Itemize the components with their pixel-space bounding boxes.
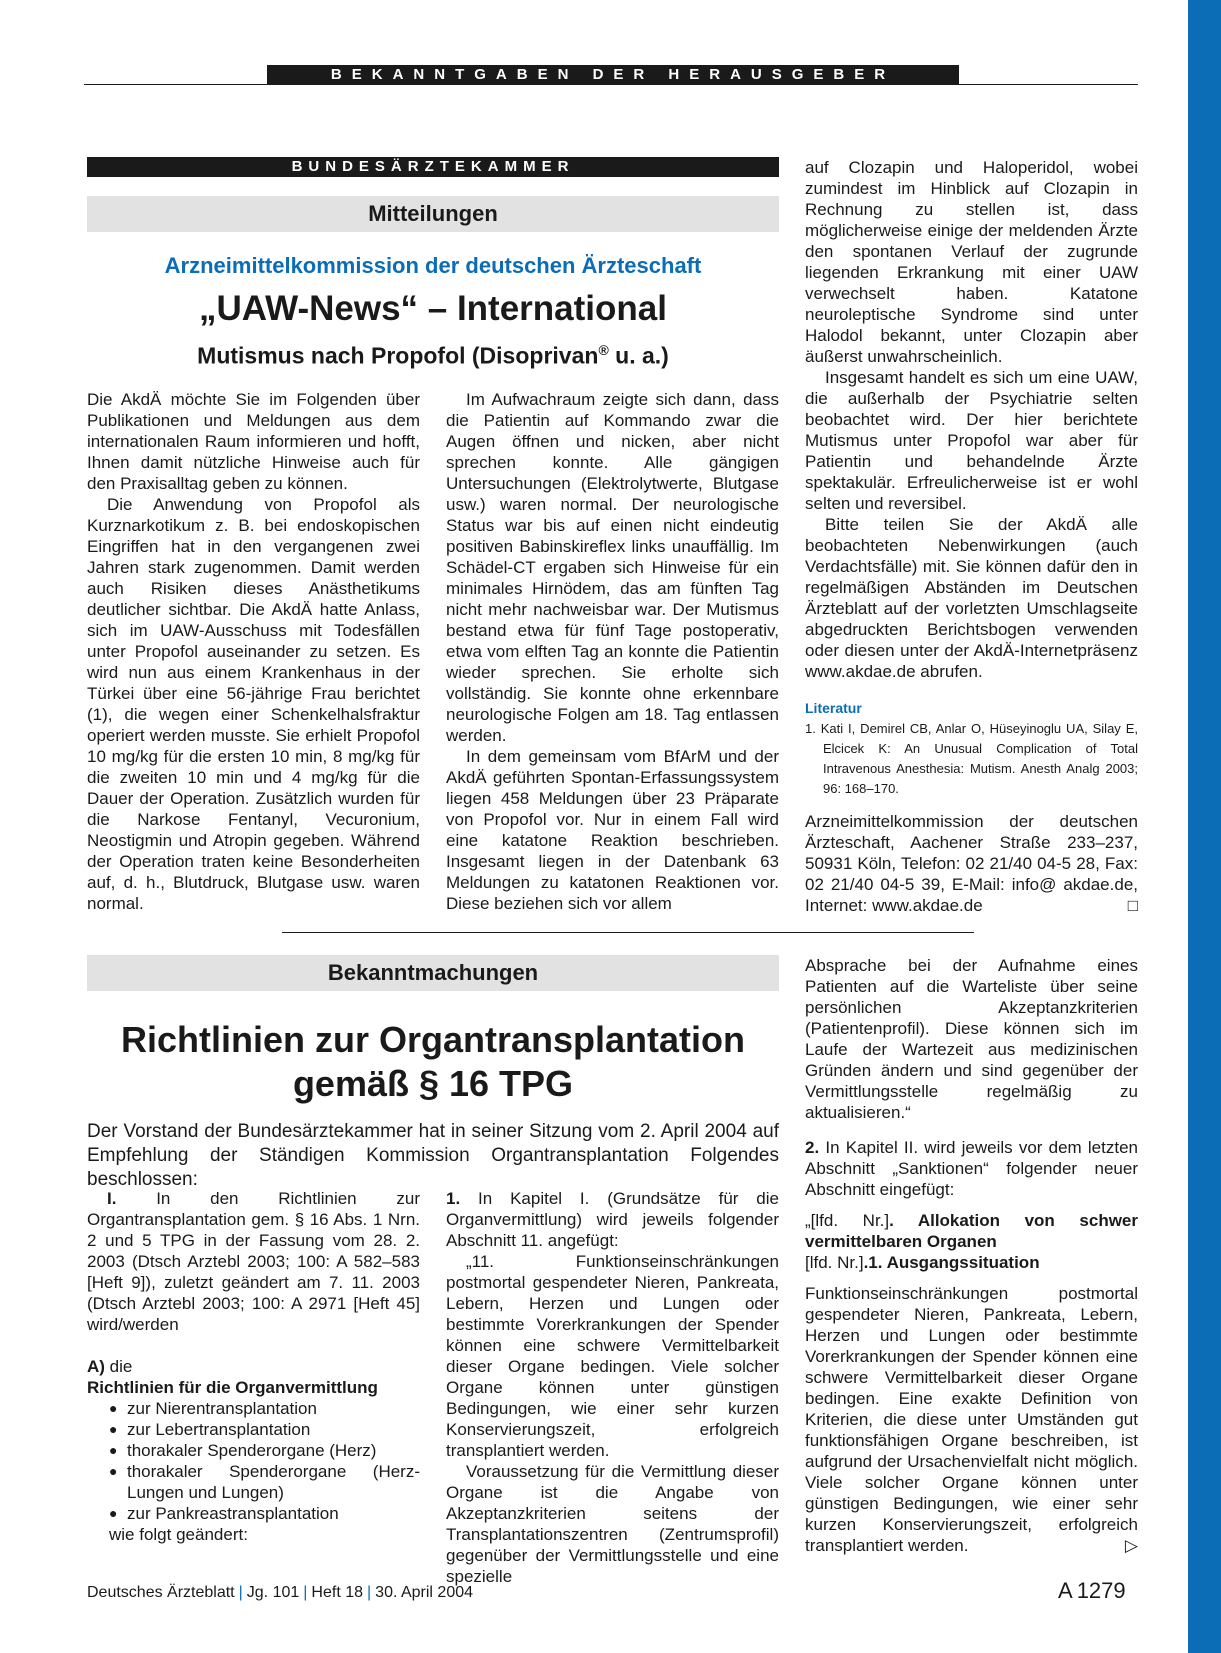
- paragraph: Funktionseinschränkungen postmortal gespendeter Nieren, Pankreata, Lebern, Herzen und Lungen oder bestimmte Vorerkrankungen der Spender können eine schwere Vermittelbarkeit dieser Organe bedingen. Eine exakte Definition von Kriterien, die diese unter Umständen gut funktionsfähigen Organe beschreiben, ist aufgrund der Ursachenvielfalt nicht möglich. Viele solcher Organe können unter günstigen Bedingungen, wie einer sehr kurzen Konservierungszeit, erfolgreich transplantiert werden.: [805, 1284, 1138, 1555]
- paragraph: auf Clozapin und Haloperidol, wobei zumindest im Hinblick auf Clozapin in Rechnung zu stellen ist, dass möglicherweise einige der meldenden Ärzte den spontanen Verlauf der zugrunde liegenden Erkrankung mit einer UAW verwechselt haben. Katatone neuroleptische Syndrome sind unter Halodol bekannt, unter Clozapin aber äußerst unwahrscheinlich.: [805, 158, 1138, 366]
- reference-item: 1. Kati I, Demirel CB, Anlar O, Hüseyinoglu UA, Silay E, Elcicek K: An Unusual Complication of Total Intravenous Anesthesia: Mutism. Anesth Analg 2003; 96: 168–170.: [805, 721, 1138, 796]
- subsection-marker: A): [87, 1357, 105, 1376]
- paragraph: Insgesamt handelt es sich um eine UAW, die außerhalb der Psychiatrie selten beobachtet wird. Der hier berichtete Mutismus unter Propofol war aber für Patientin und behandelnde Ärzte spektakulär. Erfreulicherweise ist er wohl selten und reversibel.: [805, 368, 1138, 513]
- paragraph: Die Anwendung von Propofol als Kurznarkotikum z. B. bei endoskopischen Eingriffen hat in den vergangenen zwei Jahren stark zugenommen. Damit werden auch Risiken dieses Anästhetikums deutlicher sichtbar. Die AkdÄ hatte Anlass, sich im UAW-Ausschuss mit Todesfällen unter Propofol auseinander zu setzen. Es wird nun aus einem Krankenhaus in der Türkei über eine 56-jährige Frau berichtet (1), die wegen einer Schenkelhalsfraktur operiert werden musste. Sie erhielt Propofol 10 mg/kg für die ersten 10 min, 8 mg/kg für die zweiten 10 min und 4 mg/kg für die Dauer der Operation. Zusätzlich wurden für die Narkose Fentanyl, Vecuronium, Neostigmin und Atropin gegeben. Während der Operation traten keine Besonderheiten auf, d. h., Blutdruck, Blutgase usw. waren normal.: [87, 495, 420, 913]
- contact-text: Arzneimittelkommission der deutschen Ärzteschaft, Aachener Straße 233–237, 50931 Köln, Telefon: 02 21/40 04-5 28, Fax: 02 21/40 04-5 39, E-Mail: info@ akdae.de, Internet: www.akdae.de: [805, 812, 1138, 915]
- list-item: ● thorakaler Spenderorgane (Herz): [87, 1440, 420, 1461]
- section-number: 2.: [805, 1138, 820, 1157]
- date: 30. April 2004: [375, 1584, 474, 1601]
- paragraph: Bitte teilen Sie der AkdÄ alle beobachteten Nebenwirkungen (auch Verdachtsfälle) mit. Sie können dafür den in regelmäßigen Abständen im Deutschen Ärzteblatt auf der vorletzten Umschlagseite abgedruckten Berichtsbogen verwenden oder diesen unter der AkdÄ-Internetpräsenz www.akdae.de abrufen.: [805, 515, 1138, 681]
- paragraph: In Kapitel I. (Grundsätze für die Organvermittlung) wird jeweils folgender Abschnitt 11. angefügt:: [446, 1189, 779, 1250]
- paragraph: Im Aufwachraum zeigte sich dann, dass die Patientin auf Kommando zwar die Augen öffnen und nicken, aber nicht sprechen konnte. Alle gängigen Untersuchungen (Elektrolytwerte, Blutgase usw.) waren normal. Der neurologische Status war bis auf einen nicht eindeutig positiven Babinskireflex links unauffällig. Im Schädel-CT ergaben sich Hinweise für ein minimales Hirnödem, das am fünften Tag nicht mehr nachweisbar war. Der Mutismus bestand etwa für fünf Tage postoperativ, etwa vom elften Tag an konnte die Patientin wieder sprechen. Sie erholte sich vollständig. Sie konnte ohne erkennbare neurologische Folgen am 18. Tag entlassen werden.: [446, 390, 779, 745]
- article-column-2b: [446, 1188, 779, 1587]
- footer: Deutsches Ärzteblatt | Jg. 101 | Heft 18 | 30. April 2004: [87, 1584, 474, 1601]
- paragraph: Absprache bei der Aufnahme eines Patienten auf die Warteliste über seine persönlichen Akzeptanzkriterien (Patientenprofil). Diese können sich im Laufe der Wartezeit aus medizinischen Gründen ändern und sind gegenüber der Vermittlungsstelle regelmäßig zu aktualisieren.“: [805, 956, 1138, 1122]
- paragraph: Voraussetzung für die Vermittlung dieser Organe ist die Angabe von Akzeptanzkriterien seitens der Transplantationszentren (Zentrumsprofil) gegenüber der Vermittlungsstelle und eine spezielle: [446, 1462, 779, 1586]
- references-heading: Literatur: [805, 700, 862, 716]
- issue: Heft 18: [311, 1584, 364, 1601]
- list-item: ● zur Nierentransplantation: [87, 1398, 420, 1419]
- article-column-1: [87, 389, 420, 914]
- section-heading-2: Bekanntmachungen: [87, 955, 779, 991]
- page-number: [1058, 1578, 1130, 1604]
- guideline-title: Richtlinien für die Organvermittlung: [87, 1378, 378, 1397]
- header-rule: [84, 84, 1138, 85]
- volume: Jg. 101: [246, 1584, 300, 1601]
- subtitle-main: Mutismus nach Propofol (Disoprivan: [197, 342, 599, 369]
- paragraph: Die AkdÄ möchte Sie im Folgenden über Publikationen und Meldungen aus dem internationalen Raum informieren und hofft, Ihnen damit nützliche Hinweise auch für den Praxisalltag geben zu können.: [87, 390, 420, 493]
- article-column-3: [805, 157, 1138, 916]
- continue-arrow-icon: ▷: [1124, 1536, 1138, 1555]
- list-item: ● zur Pankreastransplantation: [87, 1503, 420, 1524]
- subtitle-end: u. a.): [608, 342, 669, 369]
- page-edge-bar: [1188, 0, 1221, 1653]
- paragraph: In dem gemeinsam vom BfArM und der AkdÄ geführten Spontan-Erfassungssystem liegen 458 Meldungen über 23 Präparate von Propofol vor. Nur in einem Fall wird eine katatone Reaktion beschrieben. Insgesamt liegen in der Datenbank 63 Meldungen zu katatonen Reaktionen vor. Diese beziehen sich vor allem: [446, 747, 779, 913]
- section-divider: [282, 932, 974, 933]
- list-item: ● thorakaler Spenderorgane (Herz-Lungen und Lungen): [87, 1461, 420, 1503]
- contact-block: [805, 811, 1138, 916]
- paragraph: In Kapitel II. wird jeweils vor dem letzten Abschnitt „Sanktionen“ folgender neuer Abschnitt eingefügt:: [805, 1138, 1138, 1199]
- journal-name: Deutsches Ärzteblatt: [87, 1584, 235, 1601]
- organ-list: [87, 1398, 420, 1524]
- page-prefix: A: [1058, 1578, 1073, 1603]
- section-label: BUNDESÄRZTEKAMMER: [87, 157, 779, 177]
- registered-mark: ®: [598, 342, 609, 358]
- paragraph: wie folgt geändert:: [109, 1525, 248, 1544]
- end-mark: □: [1127, 896, 1138, 915]
- article-column-1b: [87, 1188, 420, 1545]
- article-intro: Der Vorstand der Bundesärztekammer hat in seiner Sitzung vom 2. April 2004 auf Empfehlung der Ständigen Kommission Organtransplantation Folgendes beschlossen:: [87, 1121, 779, 1190]
- clause-title: .1. Ausgangssituation: [863, 1253, 1040, 1272]
- section-banner: BEKANNTGABEN DER HERAUSGEBER: [267, 65, 959, 85]
- subsection-text: die: [104, 1357, 133, 1376]
- clause-number: [lfd. Nr.]: [805, 1253, 864, 1272]
- article-title-2: [87, 1018, 779, 1106]
- title-line-2: gemäß § 16 TPG: [292, 1063, 574, 1104]
- paragraph: „11. Funktionseinschränkungen postmortal gespendeter Nieren, Pankreata, Lebern, Herzen und Lungen oder bestimmte Vorerkrankungen der Spender können eine schwere Vermittelbarkeit dieser Organe bedingen. Viele solcher Organe können unter günstigen Bedingungen, wie einer sehr kurzen Konservierungszeit, erfolgreich transplantiert werden.: [446, 1252, 779, 1460]
- title-line-1: Richtlinien zur Organtransplantation: [120, 1019, 746, 1060]
- article-subtitle: [87, 342, 779, 370]
- section-number: 1.: [446, 1189, 461, 1208]
- list-item: ● zur Lebertransplantation: [87, 1419, 420, 1440]
- clause-number: „[lfd. Nr.]: [805, 1211, 890, 1230]
- page-value: 1279: [1076, 1578, 1126, 1603]
- clause-title: . Allokation von schwer vermittelbaren Organen: [805, 1211, 1139, 1251]
- organisation-heading: Arzneimittelkommission der deutschen Ärzteschaft: [164, 253, 702, 278]
- section-heading: Mitteilungen: [87, 196, 779, 232]
- article-title: „UAW-News“ – International: [199, 289, 667, 328]
- article-column-2: [446, 389, 779, 914]
- article-column-3b: [805, 955, 1138, 1556]
- paragraph: In den Richtlinien zur Organtransplantation gem. § 16 Abs. 1 Nrn. 2 und 5 TPG in der Fassung vom 28. 2. 2003 (Dtsch Arztebl 2003; 100: A 582–583 [Heft 9]), zuletzt geändert am 7. 11. 2003 (Dtsch Arztebl 2003; 100: A 2971 [Heft 45] wird/werden: [87, 1189, 420, 1334]
- section-number: I.: [107, 1189, 117, 1208]
